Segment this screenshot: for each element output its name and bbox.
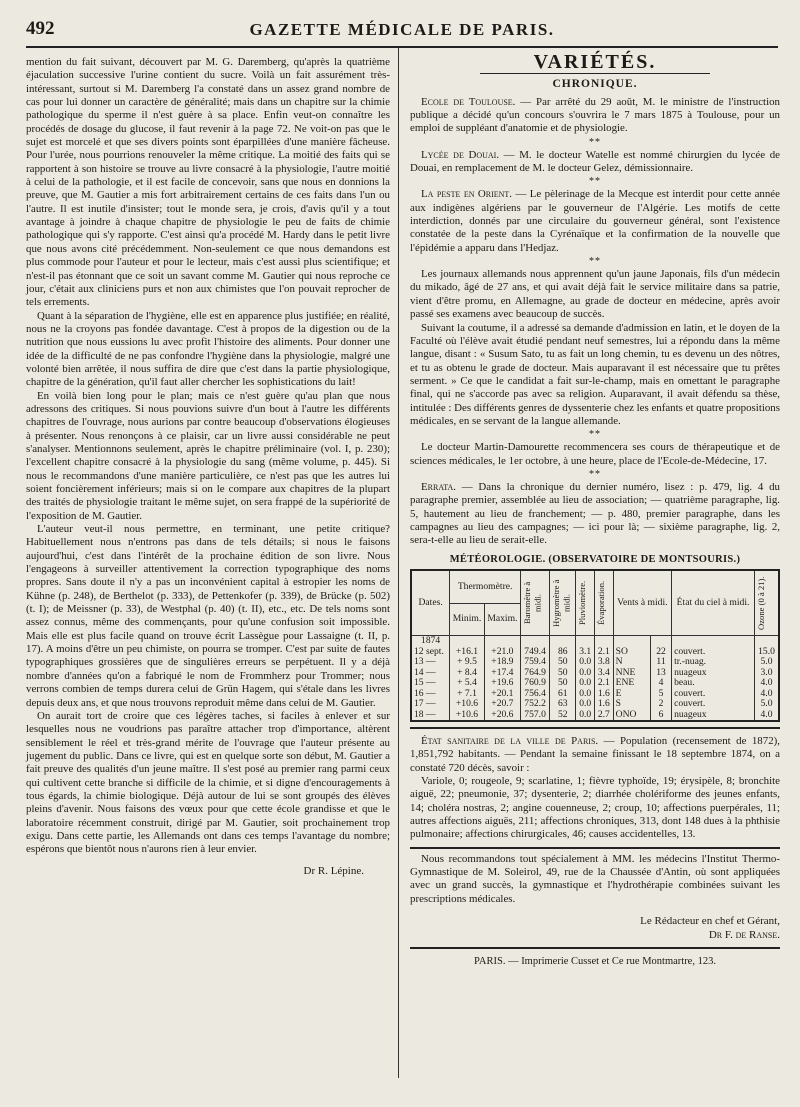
- news-item: [410, 188, 780, 255]
- table-cell: [672, 636, 755, 647]
- etat-sanitaire: [410, 735, 780, 775]
- right-column: [410, 51, 781, 968]
- cell-hygro: 50: [550, 678, 576, 689]
- cell-date: 12 sept.: [411, 647, 450, 658]
- cell-max: +20.6: [484, 710, 520, 722]
- imprint: PARIS. — Imprimerie Cusset et Ce rue Montmartre, 123.: [474, 956, 716, 968]
- article-signature: Dr R. Lépine.: [303, 864, 364, 877]
- news-item-head: Ecole de Toulouse.: [421, 95, 516, 108]
- cell-force: 4: [650, 678, 671, 689]
- table-cell: [755, 636, 779, 647]
- cell-ozone: 3.0: [755, 668, 779, 679]
- errata-text: — Dans la chronique du dernier numéro, lisez : p. 479, lig. 4 du paragraphe premier, assemblée au lieu de association; — quatrième paragraphe, lig. 5, hautement au lieu de franchement; — p. 480, premier paragraphe, dans les campagnes au lieu des campagnes; — ici pour là; — sixième paragraphe, lig. 2, sera-t-elle au lieu de serait-elle.: [410, 480, 780, 547]
- news-item-head: Lycée de Douai.: [421, 148, 500, 161]
- cell-etat: beau.: [672, 678, 755, 689]
- separator-stars: **: [589, 429, 601, 441]
- table-row: [411, 636, 779, 647]
- col-header-evapo: [595, 570, 614, 636]
- cell-baro: 760.9: [521, 678, 550, 689]
- col-header-baro: [521, 570, 550, 636]
- section-title: VARIÉTÉS.: [533, 51, 657, 73]
- table-row: [411, 657, 779, 668]
- column-divider: [398, 48, 399, 1078]
- journal-title: GAZETTE MÉDICALE DE PARIS.: [249, 20, 555, 39]
- divider-rule: [410, 847, 780, 849]
- cell-baro: 764.9: [521, 668, 550, 679]
- col-header-ozone-label: Ozone (0 à 21).: [756, 576, 767, 630]
- cell-pluvio: 0.0: [576, 657, 595, 668]
- col-header-vents: Vents à midi.: [613, 570, 671, 636]
- cell-max: +20.1: [484, 689, 520, 700]
- table-cell: [484, 636, 520, 647]
- col-header-pluvio-label: Pluviomètre.: [577, 580, 588, 626]
- cell-max: +17.4: [484, 668, 520, 679]
- cell-date: 18 —: [411, 710, 450, 722]
- cell-ozone: 15.0: [755, 647, 779, 658]
- separator-stars: **: [589, 176, 601, 188]
- cell-etat: nuageux: [672, 710, 755, 722]
- cell-evapo: 3.4: [595, 668, 614, 679]
- page-header: [26, 16, 778, 48]
- cell-hygro: 52: [550, 710, 576, 722]
- cell-evapo: 2.1: [595, 678, 614, 689]
- cell-max: +21.0: [484, 647, 520, 658]
- col-header-thermo: Thermomètre.: [450, 570, 521, 603]
- cell-force: 13: [650, 668, 671, 679]
- cell-evapo: 3.8: [595, 657, 614, 668]
- year-cell: 1874: [411, 636, 450, 647]
- cell-force: 2: [650, 699, 671, 710]
- cell-min: + 9.5: [450, 657, 485, 668]
- separator-stars: **: [589, 468, 601, 480]
- article-paragraph: mention du fait suivant, découvert par M. G. Daremberg, qu'après la quatrième éjaculation successive l'urine contient du sucre. Voilà un fait assurément très-intéressant, surtout si M. Daremberg l'a constaté dans un assez grand nombre de cas pour lui donner un caractère de généralité; mais dans un chapitre sur la chimie pathologique du sperme il n'est guère à sa place. Enfin veut-on connaître les procédés de dosage du glucose, il faut revenir à la page 72. Ne voit-on pas que le sujet est morcelé et que ses divers points sont éparpillées d'une manière fâcheuse. Pour l'urée, nous pourrions renouveler la même critique. La moitié des faits qui se rapportent à son histoire se trouve au livre consacré à la physiologie, l'autre moitié à celui de la pathologie, et il est facile de concevoir, sans que nous en donnions la preuve, que M. Gautier a mis fort arbitrairement certains de ces faits dans l'un ou l'autre. Il est inutile d'insister; tout le monde sera, je crois, d'avis qu'il y a tout avantage à joindre à chaque chapitre de physiologie le peu de faits de chimie pathologique qui s'y rapporte. C'est ainsi qu'a procédé M. Hardy dans le petit livre que nous avons cité précédemment. Non-seulement ce que nous demandons est plus commode pour l'auteur et pour le lecteur, mais c'est aussi plus scientifique; et n'est-il pas étonnant que ce soit un savant comme M. Gautier qui nous reproche ce jour, c'était aux cliniciens purs et non aux chimistes que l'on pouvait reprocher de tels errements.: [26, 56, 390, 309]
- cell-pluvio: 3.1: [576, 647, 595, 658]
- table-row: [411, 678, 779, 689]
- table-row: [411, 699, 779, 710]
- cell-vent: ENE: [613, 678, 650, 689]
- cell-pluvio: 0.0: [576, 699, 595, 710]
- cell-vent: E: [613, 689, 650, 700]
- cell-date: 15 —: [411, 678, 450, 689]
- cell-vent: ONO: [613, 710, 650, 722]
- cell-evapo: 2.1: [595, 647, 614, 658]
- article-paragraph: On aurait tort de croire que ces légères taches, si faciles à enlever et sur lesquelles nous ne voudrions pas paraître attacher trop d'importance, altèrent sensiblement le réel et très-grand mérite de l'ouvrage que l'auteur présente au jugement du public. Dans ce livre, qui est en quelque sorte son début, M. Gautier a fait preuve des qualités d'un jeune maître. Il s'est posé au premier rang parmi ceux qui cultivent cette branche si difficile de la chimie, et si digne d'encouragements à tous égards, la chimie biologique. Déjà autour de lui se sont groupés des élèves pleins d'avenir. Nous faisons des vœux pour que cette école grandisse et que le laboratoire récemment construit, dirigé par M. Gautier, soit prochainement trop exigu. Dans cette partie, les Allemands ont dans ces temps l'avantage du nombre; espérons que bientôt nous n'aurons rien à leur envier.: [26, 709, 390, 856]
- cell-date: 14 —: [411, 668, 450, 679]
- cell-vent: NNE: [613, 668, 650, 679]
- table-cell: [613, 636, 650, 647]
- news-item: [410, 149, 780, 176]
- news-item: [410, 96, 780, 136]
- meteo-table-body: [411, 636, 779, 722]
- cell-hygro: 61: [550, 689, 576, 700]
- col-header-baro-label: Baromètre à midi.: [522, 581, 543, 625]
- col-header-min: Minim.: [450, 603, 485, 635]
- cell-vent: SO: [613, 647, 650, 658]
- news-item: Suivant la coutume, il a adressé sa demande d'admission en latin, et le doyen de la Faculté où l'élève avait étudié pendant neuf semestres, lui a répondu dans la même langue, disant : « Susum Sato, tu as fait un long chemin, tu es devenu un des nôtres, et tu as obtenu le grade de docteur. Mais auparavant il est nécessaire que tu prêtes serment. » Ce que le candidat a fait sur-le-champ, mais en omettant le paragraphe final, qui ne s'accorde pas avec sa religion. Auparavant, il avait défendu sa thèse, intitulée : Des différents genres de dyssenterie chez les enfants et quatre propositions médicales, en se servant de la langue allemande.: [410, 321, 780, 427]
- cell-ozone: 4.0: [755, 710, 779, 722]
- cell-vent: N: [613, 657, 650, 668]
- footer-rule: [410, 947, 780, 949]
- news-item: Le docteur Martin-Damourette recommencera ses cours de thérapeutique et de sciences médicales, le 1er octobre, à une heure, place de l'Ecole-de-Médecine, 17.: [410, 441, 780, 467]
- separator-stars: **: [589, 256, 601, 268]
- col-header-evapo-label: Évaporation.: [596, 580, 607, 626]
- cell-date: 17 —: [411, 699, 450, 710]
- news-item-text: — Par arrêté du 29 août, M. le ministre de l'instruction publique a décidé qu'un concours s'ouvrira le 7 mars 1875 à Toulouse, pour un emploi de suppléant d'anatomie et de physiologie.: [410, 95, 780, 135]
- meteo-rule: [410, 727, 780, 729]
- cell-pluvio: 0.0: [576, 678, 595, 689]
- cell-min: + 5.4: [450, 678, 485, 689]
- cell-hygro: 50: [550, 668, 576, 679]
- cell-min: + 7.1: [450, 689, 485, 700]
- cell-force: 5: [650, 689, 671, 700]
- news-item-text: — Le pèlerinage de la Mecque est interdit pour cette année aux indigènes algériens par le gouverneur de l'Algérie. Les motifs de cette interdiction, donnés par une circulaire du gouverneur général, sont l'existence constatée de la peste dans la Cyrénaïque et la confirmation de la nouvelle que l'épidémie a apparu dans l'Hedjaz.: [410, 188, 780, 254]
- cell-min: +10.6: [450, 710, 485, 722]
- cell-hygro: 63: [550, 699, 576, 710]
- errata-head: Errata.: [421, 480, 456, 493]
- section-rule: [480, 73, 710, 74]
- meteo-table: [410, 569, 780, 722]
- cell-min: +16.1: [450, 647, 485, 658]
- table-cell: [550, 636, 576, 647]
- cell-force: 22: [650, 647, 671, 658]
- article-paragraph: L'auteur veut-il nous permettre, en terminant, une petite critique? Habituellement nous n'entrons pas dans de tels détails; si nous le faisons aujourd'hui, c'est dans l'intérêt de la prochaine édition de son livre. Nous l'engageons à surveiller attentivement la correction typographique des noms propres. Sans doute il n'y a pas un inconvénient capital à estropier les noms de Kühne (p. 248), de Berthelot (p. 333), de Pettenkofer (p. 339), de Brücke (p. 502)(t. I); de Meissner (p. 33), de Westphal (p. 40) (t. II), etc., etc. De tels noms sont assez connus, même des commençants, pour qu'une confusion soit impossible. Mais elle est plus facile quand on trouve écrit Lassègue pour Lassaigne (t. II, p. 17). A moins d'être un peu chimiste, on pourra se tromper. C'est par suite de fautes typographiques grossières que de singulières erreurs se perpétuent. Il y a déjà nombre d'années qu'on a fabriqué le nom de Frommherz pour Trommer; nous verrons combien de temps durera celui de Grün Hagem, qui s'étale dans les livres depuis deux ans, et que nous trouvons reproduit même dans celui de M. Gautier.: [26, 523, 390, 709]
- cell-date: 16 —: [411, 689, 450, 700]
- cell-etat: tr.-nuag.: [672, 657, 755, 668]
- cell-max: +18.9: [484, 657, 520, 668]
- meteo-title: MÉTÉOROLOGIE. (OBSERVATOIRE DE MONTSOURIS.): [449, 553, 741, 565]
- etat-sanitaire-head: État sanitaire de la ville de Paris.: [421, 735, 599, 747]
- cell-etat: couvert.: [672, 647, 755, 658]
- col-header-dates: Dates.: [411, 570, 450, 636]
- etat-sanitaire-detail: Variole, 0; rougeole, 9; scarlatine, 1; fièvre typhoïde, 19; érysipèle, 8; bronchite aiguë, 22; pneumonie, 37; dysenterie, 2; diarrhée cholériforme des jeunes enfants, 14; choléra nostras, 2; angine couenneuse, 2; croup, 10; affections puerpérales, 11; autres affections aiguës, 211; affections chroniques, 313, dont 148 dues à la phthisie pulmonaire; affections chirurgicales, 46; causes accidentelles, 13.: [410, 775, 780, 841]
- article-paragraph: Quant à la séparation de l'hygiène, elle est en apparence plus justifiée; en réalité, nous ne la croyons pas fondée davantage. C'est à propos de la digestion ou de la nutrition que nous eussions lu avec profit l'histoire des aliments. Pour donner une idée de la difficulté de ne pas confondre l'hygiène dans la physiologie, malgré une volonté bien arrêtée, il nous suffira de dire que c'est dans la partie physiologique, chapitre de la génération, qu'il faut aller chercher les sophistications du lait!: [26, 309, 390, 389]
- news-item-head: La peste en Orient.: [421, 188, 513, 201]
- table-cell: [521, 636, 550, 647]
- news-item: Les journaux allemands nous apprennent qu'un jaune Japonais, fils d'un médecin du mikado, âgé de 27 ans, et qui avait déjà fait le service militaire dans sa patrie, vient d'être promu, en Allemagne, au grade de docteur en médecine, après avoir passé ses examens avec beaucoup de succès.: [410, 268, 780, 321]
- article-paragraph: En voilà bien long pour le plan; mais ce n'est guère qu'au plan que nous adressons des critiques. Si nous pouvions suivre d'un bout à l'autre les différents chapitres de l'ouvrage, nous aurions par contre beaucoup d'observations élogieuses à présenter. Nous renonçons à ce plaisir, car un livre aussi considérable ne peut s'analyser. Mentionnons seulement, après le chapitre préliminaire (vol. I, p. 230); l'excellent chapitre consacré à la physiologie du sang (même volume, p. 445). Si nous le recommandons d'une manière particulière, ce n'est pas que les autres lui soient foncièrement inférieurs; mais si on le compare aux chapitres de la plupart des traités de physiologie traitant le même sujet, on sera frappé de la supériorité de l'exposition de M. Gautier.: [26, 389, 390, 522]
- cell-vent: S: [613, 699, 650, 710]
- table-cell: [576, 636, 595, 647]
- editor-block: [410, 914, 780, 942]
- cell-baro: 752.2: [521, 699, 550, 710]
- table-cell: [450, 636, 485, 647]
- col-header-pluvio: [576, 570, 595, 636]
- editor-line: Le Rédacteur en chef et Gérant,: [640, 915, 780, 928]
- etat-sanitaire-text: — Population (recensement de 1872), 1,851,792 habitants. — Pendant la semaine finissant le 18 septembre 1874, on a constaté 720 décès, savoir :: [410, 735, 780, 774]
- cell-hygro: 86: [550, 647, 576, 658]
- errata-item: [410, 481, 780, 548]
- subsection-title: CHRONIQUE.: [552, 78, 638, 91]
- cell-etat: couvert.: [672, 699, 755, 710]
- cell-baro: 757.0: [521, 710, 550, 722]
- cell-ozone: 4.0: [755, 678, 779, 689]
- cell-hygro: 50: [550, 657, 576, 668]
- table-cell: [650, 636, 671, 647]
- col-header-ozone: [755, 570, 779, 636]
- cell-date: 13 —: [411, 657, 450, 668]
- cell-ozone: 4.0: [755, 689, 779, 700]
- cell-ozone: 5.0: [755, 657, 779, 668]
- cell-pluvio: 0.0: [576, 668, 595, 679]
- page-number: 492: [26, 18, 55, 39]
- gymnase-notice: Nous recommandons tout spécialement à MM. les médecins l'Institut Thermo-Gymnastique de M. Soleirol, 49, rue de la Chaussée d'Antin, où sont appliquées avec un grand succès, la gymnastique et l'hydrothérapie combinées suivant les prescriptions médicales.: [410, 852, 780, 905]
- left-column: [26, 56, 390, 878]
- cell-evapo: 2.7: [595, 710, 614, 722]
- col-header-hygro: [550, 570, 576, 636]
- cell-pluvio: 0.0: [576, 710, 595, 722]
- cell-baro: 756.4: [521, 689, 550, 700]
- cell-pluvio: 0.0: [576, 689, 595, 700]
- cell-etat: couvert.: [672, 689, 755, 700]
- cell-evapo: 1.6: [595, 699, 614, 710]
- cell-max: +20.7: [484, 699, 520, 710]
- cell-ozone: 5.0: [755, 699, 779, 710]
- cell-baro: 749.4: [521, 647, 550, 658]
- col-header-hygro-label: Hygromètre à midi.: [551, 579, 572, 627]
- table-row: [411, 710, 779, 722]
- table-cell: [595, 636, 614, 647]
- editor-name: Dr F. de Ranse.: [708, 929, 780, 942]
- news-item-text: — M. le docteur Watelle est nommé chirurgien du lycée de Douai, en remplacement de M. le docteur Gelez, démissionnaire.: [410, 148, 781, 175]
- cell-etat: nuageux: [672, 668, 755, 679]
- cell-evapo: 1.6: [595, 689, 614, 700]
- cell-min: +10.6: [450, 699, 485, 710]
- separator-stars: **: [589, 136, 601, 148]
- cell-max: +19.6: [484, 678, 520, 689]
- cell-baro: 759.4: [521, 657, 550, 668]
- cell-min: + 8.4: [450, 668, 485, 679]
- cell-force: 11: [650, 657, 671, 668]
- col-header-etat: État du ciel à midi.: [672, 570, 755, 636]
- cell-force: 6: [650, 710, 671, 722]
- col-header-max: Maxim.: [484, 603, 520, 635]
